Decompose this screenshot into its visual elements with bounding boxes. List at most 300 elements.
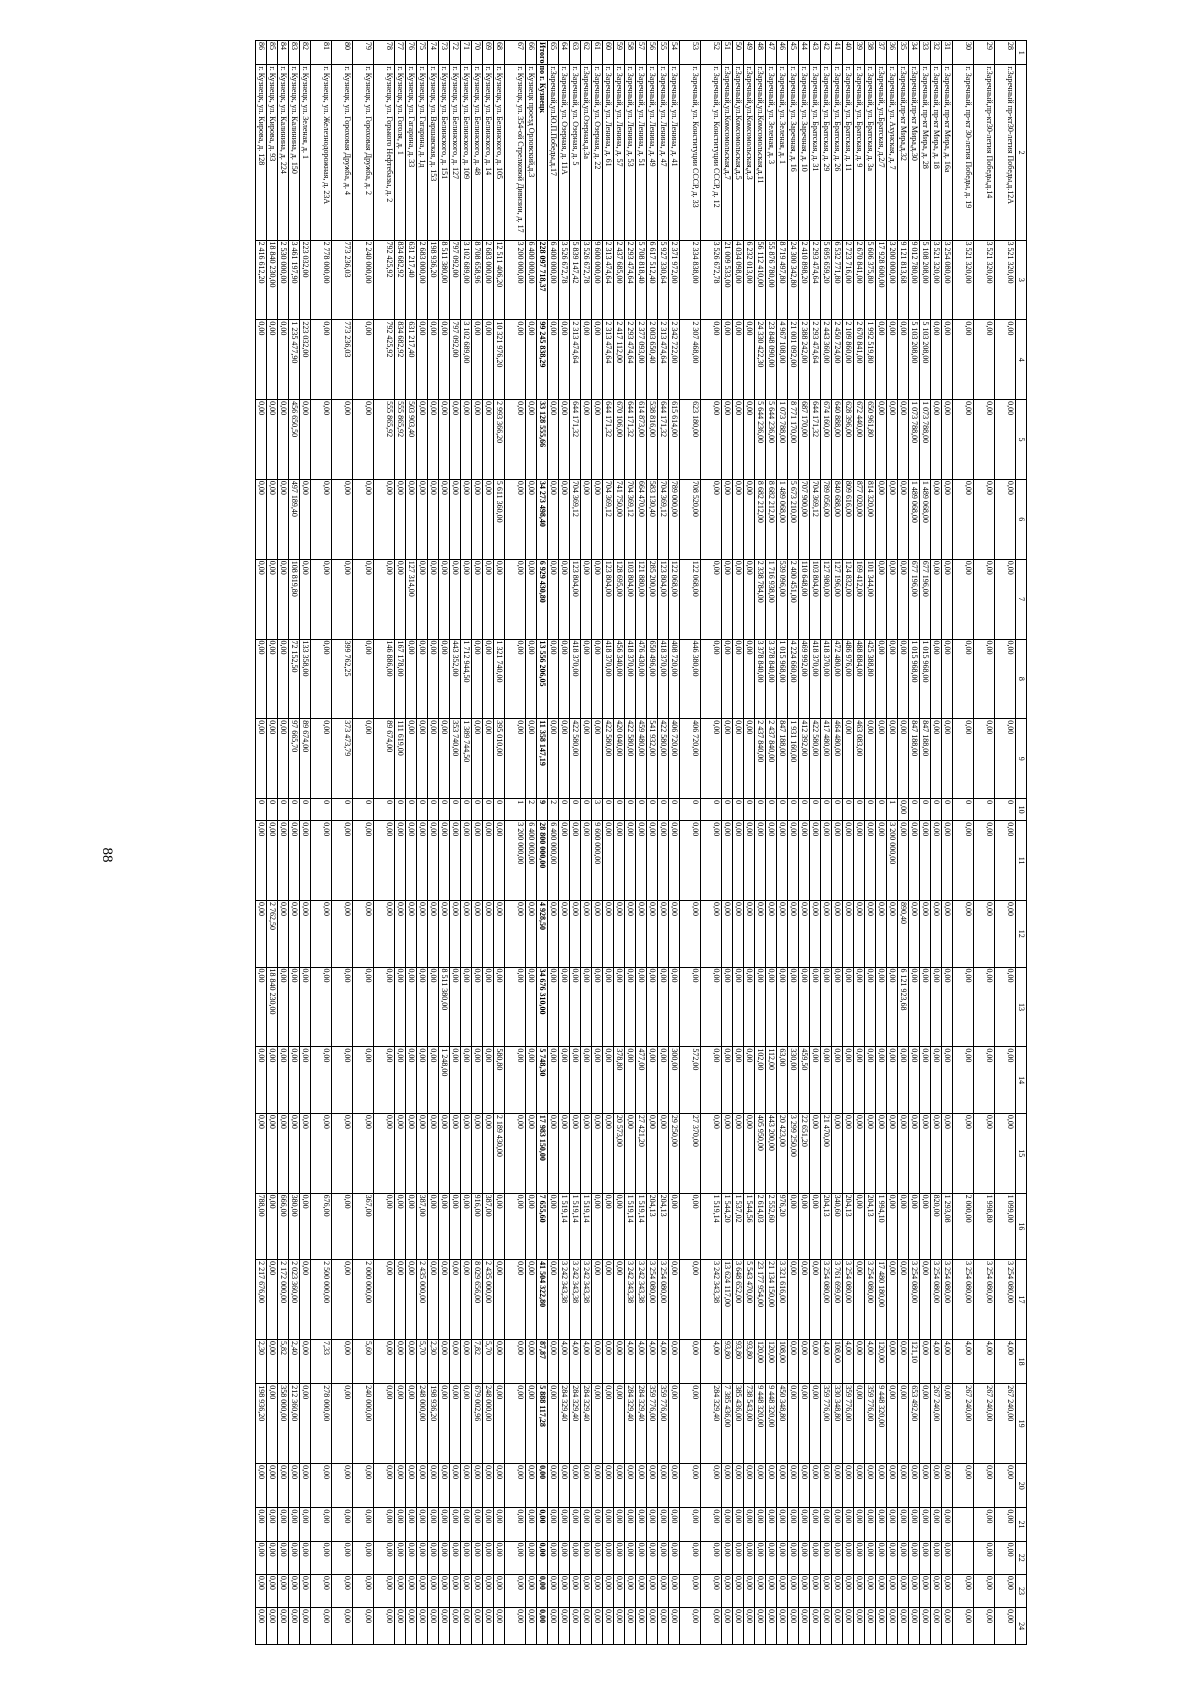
table-cell-col-19: 198 936,20: [256, 1384, 267, 1464]
table-cell-col-24: 0,00: [920, 1608, 931, 1645]
table-cell-col-12: 0,00: [461, 901, 472, 968]
table-cell-col-15: 0,00: [843, 1113, 854, 1193]
table-cell-col-23: 0,00: [417, 1574, 428, 1607]
table-cell-col-8: 488 884,00: [854, 639, 865, 719]
table-cell-col-8: 0,00: [581, 639, 592, 719]
table-cell-col-15: 15: [1016, 1113, 1027, 1193]
table-cell-col-19: 0,00: [494, 1384, 505, 1464]
table-cell-col-9: 0,00: [267, 719, 278, 799]
table-cell-col-16: 0,00: [680, 1193, 701, 1260]
table-cell-col-6: 0,00: [592, 479, 603, 559]
table-cell-col-6: 809 616,00: [843, 479, 854, 559]
table-cell-col-18: 0,00: [461, 1339, 472, 1383]
table-cell-col-13: 0,00: [995, 967, 1016, 1047]
table-cell-col-11: 0,00: [559, 821, 570, 901]
table-cell-col-12: 0,00: [766, 901, 777, 968]
table-cell-col-3: 12 511 406,20: [494, 240, 505, 320]
table-cell-col-10: 1: [505, 799, 526, 821]
table-cell-col-20: 0,00: [953, 1464, 974, 1508]
table-cell-col-22: 0,00: [766, 1541, 777, 1574]
table-cell-col-13: 0,00: [777, 967, 788, 1047]
table-cell-col-19: 248 000,00: [417, 1384, 428, 1464]
table-row: [843, 41, 854, 1645]
table-cell-col-19: 0,00: [505, 1384, 526, 1464]
table-cell-col-14: 0,00: [592, 1047, 603, 1114]
table-row: [909, 41, 920, 1645]
table-cell-col-14: 0,00: [256, 1047, 267, 1114]
table-cell-col-13: 0,00: [953, 967, 974, 1047]
table-cell-col-18: 0,00: [887, 1339, 898, 1383]
table-cell-col-23: 0,00: [680, 1574, 701, 1607]
table-cell-col-20: 0,00: [942, 1464, 953, 1508]
table-cell-col-19: 0,00: [406, 1384, 417, 1464]
table-cell-col-19: 240 000,00: [353, 1384, 374, 1464]
table-cell-col-10: 0: [332, 799, 353, 821]
table-cell-col-23: 0,00: [733, 1574, 744, 1607]
table-cell-col-16: 7 655,60: [537, 1193, 548, 1260]
table-cell-col-20: 0,00: [417, 1464, 428, 1508]
table-cell-col-6: 664 470,00: [636, 479, 647, 559]
table-row: [592, 41, 603, 1645]
table-cell-col-5: 0,00: [417, 400, 428, 480]
table-cell-col-11: 0,00: [658, 821, 669, 901]
table-cell-col-17: 0,00: [267, 1260, 278, 1340]
table-row: [766, 41, 777, 1645]
table-cell-col-9: 417 480,00: [821, 719, 832, 799]
table-cell-col-17: 0,00: [680, 1260, 701, 1340]
table-cell-col-3: 56 112 410,00: [755, 240, 766, 320]
table-cell-col-2: г. Заречный, ул. Заречная, д. 10: [799, 65, 810, 240]
table-cell-col-15: 0,00: [909, 1113, 920, 1193]
table-cell-col-22: 0,00: [256, 1541, 267, 1574]
table-cell-col-23: 0,00: [810, 1574, 821, 1607]
table-cell-col-10: 0: [300, 799, 311, 821]
table-cell-col-12: 0,00: [636, 901, 647, 968]
table-cell-col-16: 1 537,02: [733, 1193, 744, 1260]
table-cell-col-6: 814 320,00: [865, 479, 876, 559]
table-cell-col-16: 1 994,10: [876, 1193, 887, 1260]
table-cell-col-1: 32: [931, 41, 942, 65]
table-cell-col-17: 3 761 699,00: [832, 1260, 843, 1340]
table-cell-col-11: 0,00: [832, 821, 843, 901]
table-cell-col-1: 1: [1016, 41, 1027, 65]
table-cell-col-21: 0,00: [680, 1508, 701, 1541]
table-cell-col-6: 1 489 068,00: [920, 479, 931, 559]
table-cell-col-21: 0,00: [450, 1508, 461, 1541]
table-cell-col-1: 49: [744, 41, 755, 65]
table-cell-col-17: 0,00: [505, 1260, 526, 1340]
table-row: [278, 41, 289, 1645]
table-cell-col-10: 0: [417, 799, 428, 821]
table-cell-col-23: 0,00: [953, 1574, 974, 1607]
table-cell-col-14: 0,00: [300, 1047, 311, 1114]
table-cell-col-5: 0,00: [722, 400, 733, 480]
table-row: [417, 41, 428, 1645]
table-cell-col-13: 0,00: [526, 967, 537, 1047]
table-cell-col-6: 789 000,00: [669, 479, 680, 559]
table-cell-col-17: 0,00: [788, 1260, 799, 1340]
table-cell-col-9: 0,00: [592, 719, 603, 799]
table-cell-col-23: 0,00: [559, 1574, 570, 1607]
table-cell-col-2: г. Кузнецк, ул. Белинского, д. 151: [439, 65, 450, 240]
table-cell-col-22: 0,00: [898, 1541, 909, 1574]
table-cell-col-1: 38: [865, 41, 876, 65]
table-cell-col-22: 0,00: [614, 1541, 625, 1574]
table-cell-col-17: 3 254 080,00: [942, 1260, 953, 1340]
table-cell-col-4: 0,00: [701, 320, 722, 400]
table-cell-col-22: 0,00: [865, 1541, 876, 1574]
table-cell-col-6: 1 489 068,00: [777, 479, 788, 559]
table-cell-col-6: 704 369,12: [603, 479, 614, 559]
table-cell-col-6: 0,00: [450, 479, 461, 559]
table-cell-col-12: 0,00: [603, 901, 614, 968]
table-cell-col-3: 6 532 771,80: [832, 240, 843, 320]
table-cell-col-20: 0,00: [256, 1464, 267, 1508]
table-cell-col-1: 72: [450, 41, 461, 65]
table-cell-col-5: 0,00: [581, 400, 592, 480]
table-cell-col-5: 614 873,00: [636, 400, 647, 480]
table-cell-col-22: 0,00: [995, 1541, 1016, 1574]
table-cell-col-18: 7,33: [311, 1339, 332, 1383]
table-cell-col-21: 0,00: [417, 1508, 428, 1541]
table-cell-col-5: 640 888,00: [832, 400, 843, 480]
table-cell-col-23: 0,00: [974, 1574, 995, 1607]
table-cell-col-4: 0,00: [417, 320, 428, 400]
table-row: [821, 41, 832, 1645]
table-cell-col-19: 19: [1016, 1384, 1027, 1464]
table-cell-col-5: 0,00: [548, 400, 559, 480]
table-cell-col-3: 21 009 533,00: [722, 240, 733, 320]
table-cell-col-14: 0,00: [843, 1047, 854, 1114]
table-cell-col-11: 0,00: [461, 821, 472, 901]
table-cell-col-7: 0,00: [744, 559, 755, 639]
table-cell-col-3: 5 108 208,00: [920, 240, 931, 320]
table-cell-col-22: 0,00: [417, 1541, 428, 1574]
table-cell-col-19: 738 543,00: [744, 1384, 755, 1464]
table-cell-col-24: 0,00: [450, 1608, 461, 1645]
table-cell-col-18: 4,00: [821, 1339, 832, 1383]
table-cell-col-10: 0: [450, 799, 461, 821]
table-cell-col-20: 0,00: [647, 1464, 658, 1508]
table-cell-col-2: г. Заречный, ул. Заречная, д. 16: [788, 65, 799, 240]
table-cell-col-18: 4,00: [843, 1339, 854, 1383]
table-cell-col-7: 121 880,00: [636, 559, 647, 639]
table-cell-col-14: 0,00: [581, 1047, 592, 1114]
table-cell-col-1: 81: [311, 41, 332, 65]
table-cell-col-24: 0,00: [821, 1608, 832, 1645]
table-cell-col-6: 708 520,00: [680, 479, 701, 559]
table-cell-col-24: 0,00: [766, 1608, 777, 1645]
table-cell-col-20: 0,00: [777, 1464, 788, 1508]
table-cell-col-21: 0,00: [439, 1508, 450, 1541]
table-cell-col-20: 0,00: [472, 1464, 483, 1508]
table-cell-col-17: 0,00: [898, 1260, 909, 1340]
table-cell-col-3: 2 723 716,00: [843, 240, 854, 320]
table-cell-col-2: г. Кузнецк, ул. Варшавская, д. 153: [428, 65, 439, 240]
table-cell-col-8: 425 388,80: [865, 639, 876, 719]
table-cell-col-24: 0,00: [428, 1608, 439, 1645]
table-row: [636, 41, 647, 1645]
table-cell-col-5: 0,00: [942, 400, 953, 480]
table-cell-col-20: 0,00: [267, 1464, 278, 1508]
table-cell-col-21: 0,00: [843, 1508, 854, 1541]
table-cell-col-13: 0,00: [592, 967, 603, 1047]
table-cell-col-9: 1 931 160,00: [788, 719, 799, 799]
table-cell-col-5: 674 160,00: [821, 400, 832, 480]
table-cell-col-12: 0,00: [278, 901, 289, 968]
table-cell-col-17: 0,00: [395, 1260, 406, 1340]
table-cell-col-11: 0,00: [450, 821, 461, 901]
table-cell-col-12: 0,00: [647, 901, 658, 968]
table-cell-col-8: 0,00: [439, 639, 450, 719]
table-cell-col-10: 0: [733, 799, 744, 821]
table-cell-col-13: 0,00: [494, 967, 505, 1047]
table-cell-col-11: 3 200 000,00: [505, 821, 526, 901]
table-cell-col-16: 0,00: [898, 1193, 909, 1260]
table-cell-col-20: 0,00: [636, 1464, 647, 1508]
table-cell-col-4: 0,00: [548, 320, 559, 400]
table-cell-col-14: 0,00: [559, 1047, 570, 1114]
table-cell-col-12: 0,00: [256, 901, 267, 968]
table-cell-col-14: 0,00: [461, 1047, 472, 1114]
table-cell-col-10: 0: [788, 799, 799, 821]
table-cell-col-16: 1 998,80: [974, 1193, 995, 1260]
table-cell-col-3: 6 400 000,00: [548, 240, 559, 320]
table-cell-col-17: 3 242 343,38: [570, 1260, 581, 1340]
table-cell-col-19: 330 348,80: [832, 1384, 843, 1464]
table-cell-col-19: 9 448 320,00: [876, 1384, 887, 1464]
table-cell-col-5: 0,00: [974, 400, 995, 480]
table-cell-col-18: 0,00: [810, 1339, 821, 1383]
table-cell-col-21: 0,00: [461, 1508, 472, 1541]
table-cell-col-21: 0,00: [332, 1508, 353, 1541]
table-cell-col-5: 670 106,00: [614, 400, 625, 480]
table-cell-col-5: 33 128 555,66: [537, 400, 548, 480]
table-cell-col-19: 0,00: [332, 1384, 353, 1464]
table-cell-col-22: 0,00: [832, 1541, 843, 1574]
table-cell-col-22: 0,00: [744, 1541, 755, 1574]
table-cell-col-24: 0,00: [439, 1608, 450, 1645]
table-cell-col-7: 0,00: [733, 559, 744, 639]
table-cell-col-20: 0,00: [788, 1464, 799, 1508]
table-cell-col-16: 0,00: [854, 1193, 865, 1260]
table-cell-col-6: 0,00: [876, 479, 887, 559]
table-cell-col-22: 0,00: [920, 1541, 931, 1574]
table-cell-col-19: 284 329,40: [559, 1384, 570, 1464]
page-number: 88: [99, 847, 115, 863]
table-cell-col-13: 0,00: [701, 967, 722, 1047]
table-cell-col-21: 0,00: [777, 1508, 788, 1541]
table-cell-col-5: 0,00: [505, 400, 526, 480]
table-cell-col-9: 0,00: [581, 719, 592, 799]
table-cell-col-14: 0,00: [526, 1047, 537, 1114]
table-row: [559, 41, 570, 1645]
table-cell-col-8: 4 224 660,00: [788, 639, 799, 719]
table-cell-col-8: 476 430,00: [636, 639, 647, 719]
table-cell-col-21: 0,00: [505, 1508, 526, 1541]
table-cell-col-16: 0,00: [450, 1193, 461, 1260]
table-cell-col-2: г. Заречный, ул. Озерная, д. 11А: [559, 65, 570, 240]
table-cell-col-4: 0,00: [744, 320, 755, 400]
table-cell-col-20: 0,00: [898, 1464, 909, 1508]
table-cell-col-7: 123 804,00: [570, 559, 581, 639]
table-cell-col-6: 704 369,12: [570, 479, 581, 559]
table-cell-col-11: 0,00: [406, 821, 417, 901]
table-cell-col-9: 0,00: [559, 719, 570, 799]
table-cell-col-19: 0,00: [788, 1384, 799, 1464]
table-cell-col-5: 0,00: [439, 400, 450, 480]
table-row: [332, 41, 353, 1645]
table-cell-col-4: 2 443 360,00: [821, 320, 832, 400]
table-cell-col-8: 0,00: [942, 639, 953, 719]
table-cell-col-24: 0,00: [395, 1608, 406, 1645]
table-cell-col-11: 0,00: [332, 821, 353, 901]
table-cell-col-12: 0,00: [428, 901, 439, 968]
table-cell-col-17: 0,00: [603, 1260, 614, 1340]
table-cell-col-9: 0,00: [887, 719, 898, 799]
table-cell-col-18: 0,00: [300, 1339, 311, 1383]
table-cell-col-22: 0,00: [439, 1541, 450, 1574]
table-cell-col-1: 68: [494, 41, 505, 65]
table-cell-col-19: 0,00: [887, 1384, 898, 1464]
table-cell-col-13: 0,00: [755, 967, 766, 1047]
table-cell-col-20: 0,00: [974, 1464, 995, 1508]
table-cell-col-11: 0,00: [843, 821, 854, 901]
table-cell-col-22: 0,00: [592, 1541, 603, 1574]
table-cell-col-9: 0,00: [733, 719, 744, 799]
table-cell-col-12: 0,00: [733, 901, 744, 968]
table-row: [267, 41, 278, 1645]
table-cell-col-8: 418 370,00: [603, 639, 614, 719]
table-cell-col-22: 0,00: [680, 1541, 701, 1574]
table-cell-col-19: 0,00: [854, 1384, 865, 1464]
table-cell-col-4: 2 450 724,00: [832, 320, 843, 400]
table-cell-col-3: 24 300 342,80: [788, 240, 799, 320]
table-row: [625, 41, 636, 1645]
table-cell-col-13: 0,00: [788, 967, 799, 1047]
table-cell-col-23: 0,00: [537, 1574, 548, 1607]
table-cell-col-3: 3 200 000,00: [505, 240, 526, 320]
table-cell-col-22: 0,00: [755, 1541, 766, 1574]
table-cell-col-8: 0,00: [472, 639, 483, 719]
table-cell-col-8: 0,00: [876, 639, 887, 719]
table-cell-col-4: 2 109 860,00: [843, 320, 854, 400]
table-cell-col-7: 127 196,00: [832, 559, 843, 639]
table-row: [680, 41, 701, 1645]
table-cell-col-1: 77: [395, 41, 406, 65]
table-cell-col-22: 0,00: [461, 1541, 472, 1574]
table-cell-col-24: 0,00: [289, 1608, 300, 1645]
table-cell-col-16: 387,00: [483, 1193, 494, 1260]
table-cell-col-12: 0,00: [788, 901, 799, 968]
table-cell-col-12: 0,00: [810, 901, 821, 968]
table-cell-col-18: 0,00: [788, 1339, 799, 1383]
table-row: [289, 41, 300, 1645]
table-cell-col-4: 2 313 474,64: [658, 320, 669, 400]
table-cell-col-16: 0,00: [909, 1193, 920, 1260]
table-cell-col-14: 0,00: [332, 1047, 353, 1114]
table-cell-col-4: 21 001 092,00: [788, 320, 799, 400]
table-cell-col-15: 405 950,00: [755, 1113, 766, 1193]
table-cell-col-18: 0,00: [374, 1339, 395, 1383]
table-cell-col-8: 13 556 206,05: [537, 639, 548, 719]
table-cell-col-19: 653 492,00: [909, 1384, 920, 1464]
table-cell-col-19: 0,00: [603, 1384, 614, 1464]
table-cell-col-5: 0,00: [953, 400, 974, 480]
table-cell-col-10: 0: [995, 799, 1016, 821]
table-cell-col-3: 228 097 718,37: [537, 240, 548, 320]
table-cell-col-12: 0,00: [289, 901, 300, 968]
table-cell-col-17: 3 648 652,00: [733, 1260, 744, 1340]
table-cell-col-20: 0,00: [494, 1464, 505, 1508]
table-cell-col-23: 0,00: [865, 1574, 876, 1607]
table-cell-col-19: 359 776,00: [821, 1384, 832, 1464]
table-cell-col-17: 3 254 080,00: [821, 1260, 832, 1340]
table-cell-col-18: 4,00: [559, 1339, 570, 1383]
table-cell-col-3: 5 839 147,42: [570, 240, 581, 320]
table-cell-col-9: 0,00: [931, 719, 942, 799]
table-cell-col-21: 0,00: [278, 1508, 289, 1541]
table-cell-col-12: 0,00: [581, 901, 592, 968]
table-cell-col-10: 0: [406, 799, 417, 821]
table-cell-col-12: 0,00: [505, 901, 526, 968]
table-cell-col-1: 53: [680, 41, 701, 65]
table-cell-col-21: 0,00: [766, 1508, 777, 1541]
table-cell-col-24: 0,00: [995, 1608, 1016, 1645]
table-cell-col-18: 4,00: [931, 1339, 942, 1383]
table-cell-col-13: 0,00: [417, 967, 428, 1047]
table-cell-col-8: 0,00: [311, 639, 332, 719]
table-cell-col-17: 2 500 000,00: [311, 1260, 332, 1340]
table-cell-col-19: 0,00: [669, 1384, 680, 1464]
table-cell-col-18: 4,00: [865, 1339, 876, 1383]
table-cell-col-23: 0,00: [256, 1574, 267, 1607]
table-cell-col-21: 0,00: [267, 1508, 278, 1541]
table-cell-col-14: 0,00: [821, 1047, 832, 1114]
table-cell-col-2: г. Кузнецк, ул. Белинского, д. 48: [472, 65, 483, 240]
table-cell-col-15: 0,00: [592, 1113, 603, 1193]
table-cell-col-10: 0: [494, 799, 505, 821]
table-cell-col-23: 0,00: [472, 1574, 483, 1607]
table-cell-col-5: 623 180,00: [680, 400, 701, 480]
table-cell-col-8: 650 496,00: [647, 639, 658, 719]
table-cell-col-3: 2 371 972,00: [669, 240, 680, 320]
table-cell-col-6: 583 130,40: [647, 479, 658, 559]
table-cell-col-15: 0,00: [887, 1113, 898, 1193]
table-cell-col-11: 0,00: [267, 821, 278, 901]
table-cell-col-11: 0,00: [439, 821, 450, 901]
table-cell-col-20: 0,00: [876, 1464, 887, 1508]
table-cell-col-21: 0,00: [592, 1508, 603, 1541]
table-row: [353, 41, 374, 1645]
table-cell-col-7: 0,00: [548, 559, 559, 639]
table-cell-col-22: 0,00: [472, 1541, 483, 1574]
table-cell-col-9: 464 480,00: [832, 719, 843, 799]
table-cell-col-15: 0,00: [920, 1113, 931, 1193]
table-cell-col-16: 0,00: [439, 1193, 450, 1260]
table-cell-col-8: 1 712 944,50: [461, 639, 472, 719]
table-cell-col-2: г.Заречный,пр-кт Мира,д.30: [909, 65, 920, 240]
table-cell-col-12: 0,00: [909, 901, 920, 968]
table-cell-col-12: 0,00: [332, 901, 353, 968]
table-cell-col-16: 204,13: [658, 1193, 669, 1260]
table-cell-col-9: 9: [1016, 719, 1027, 799]
table-cell-col-11: 0,00: [942, 821, 953, 901]
table-cell-col-23: 0,00: [658, 1574, 669, 1607]
table-cell-col-16: 1 519,14: [701, 1193, 722, 1260]
table-cell-col-21: 0,00: [406, 1508, 417, 1541]
table-cell-col-22: 0,00: [810, 1541, 821, 1574]
